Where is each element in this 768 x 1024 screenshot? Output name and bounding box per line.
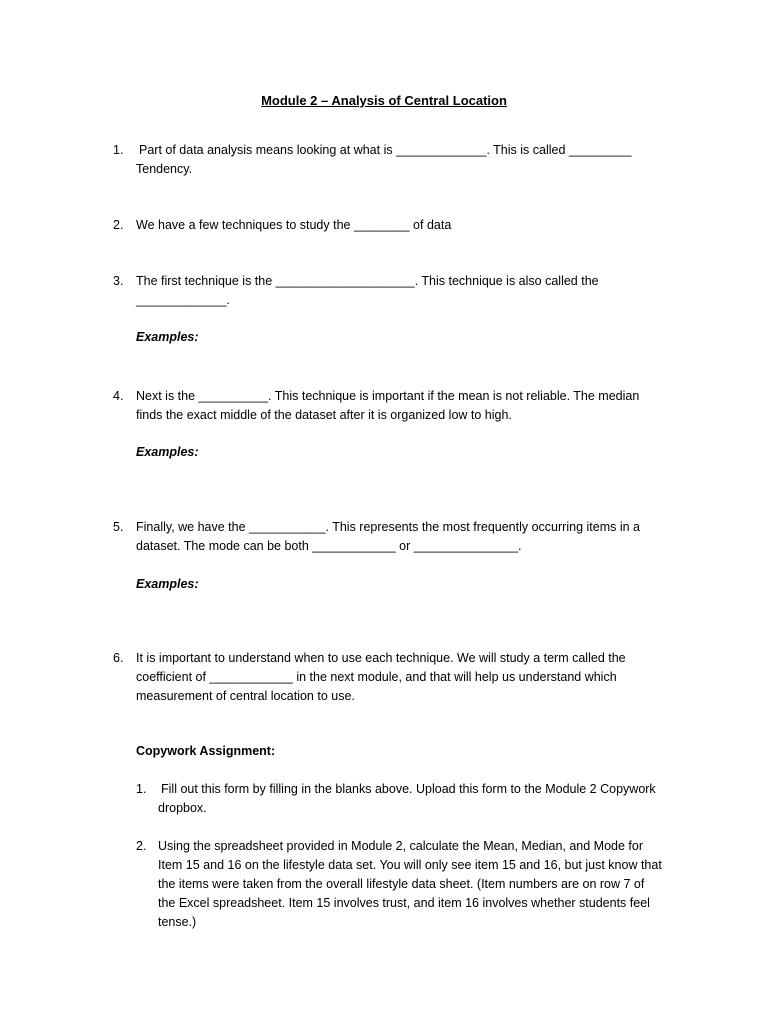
assignment-line: dropbox.: [158, 801, 207, 815]
question-1: [113, 141, 673, 181]
assignment-number: 1.: [136, 782, 147, 796]
examples-label: Examples:: [136, 445, 199, 459]
assignment-heading: Copywork Assignment:: [136, 744, 276, 758]
assignment-number: 2.: [136, 839, 147, 853]
examples-label: Examples:: [136, 577, 199, 591]
assignment-line: the items were taken from the overall lifestyle data sheet. (Item numbers are on row 7 of: [158, 877, 645, 891]
assignment-line: Item 15 and 16 on the lifestyle data set. You will only see item 15 and 16, but just know that: [158, 858, 662, 872]
question-line: It is important to understand when to use each technique. We will study a term called the: [136, 651, 626, 665]
question-6: [113, 649, 673, 709]
question-line: coefficient of ____________ in the next module, and that will help us understand which: [136, 670, 617, 684]
question-line: Tendency.: [136, 162, 193, 176]
question-5: [113, 518, 673, 558]
examples-label: Examples:: [136, 330, 199, 344]
question-line: measurement of central location to use.: [136, 689, 355, 703]
question-line: dataset. The mode can be both ____________ or _______________.: [136, 539, 522, 553]
question-line: finds the exact middle of the dataset after it is organized low to high.: [136, 408, 512, 422]
question-number: 1.: [113, 143, 124, 157]
question-number: 2.: [113, 218, 124, 232]
question-line: Next is the __________. This technique is important if the mean is not reliable. The median: [136, 389, 640, 403]
assignment-item-2: [136, 837, 696, 933]
question-4: [113, 387, 673, 427]
page-title: Module 2 – Analysis of Central Location: [261, 93, 507, 108]
assignment-line: the Excel spreadsheet. Item 15 involves trust, and item 16 involves whether students feel: [158, 896, 650, 910]
question-2: [113, 216, 673, 236]
assignment-item-1: [136, 780, 696, 820]
question-line: We have a few techniques to study the ________ of data: [136, 218, 452, 232]
question-line: Finally, we have the ___________. This represents the most frequently occurring items in a: [136, 520, 640, 534]
assignment-line: Fill out this form by filling in the blanks above. Upload this form to the Module 2 Copywork: [161, 782, 656, 796]
question-number: 3.: [113, 274, 124, 288]
question-number: 4.: [113, 389, 124, 403]
question-3: [113, 272, 673, 312]
question-number: 5.: [113, 520, 124, 534]
question-line: Part of data analysis means looking at what is _____________. This is called _________: [139, 143, 632, 157]
assignment-line: Using the spreadsheet provided in Module 2, calculate the Mean, Median, and Mode for: [158, 839, 644, 853]
question-line: The first technique is the ____________________. This technique is also called the: [136, 274, 599, 288]
question-line: _____________.: [136, 293, 230, 307]
question-number: 6.: [113, 651, 124, 665]
assignment-line: tense.): [158, 915, 197, 929]
